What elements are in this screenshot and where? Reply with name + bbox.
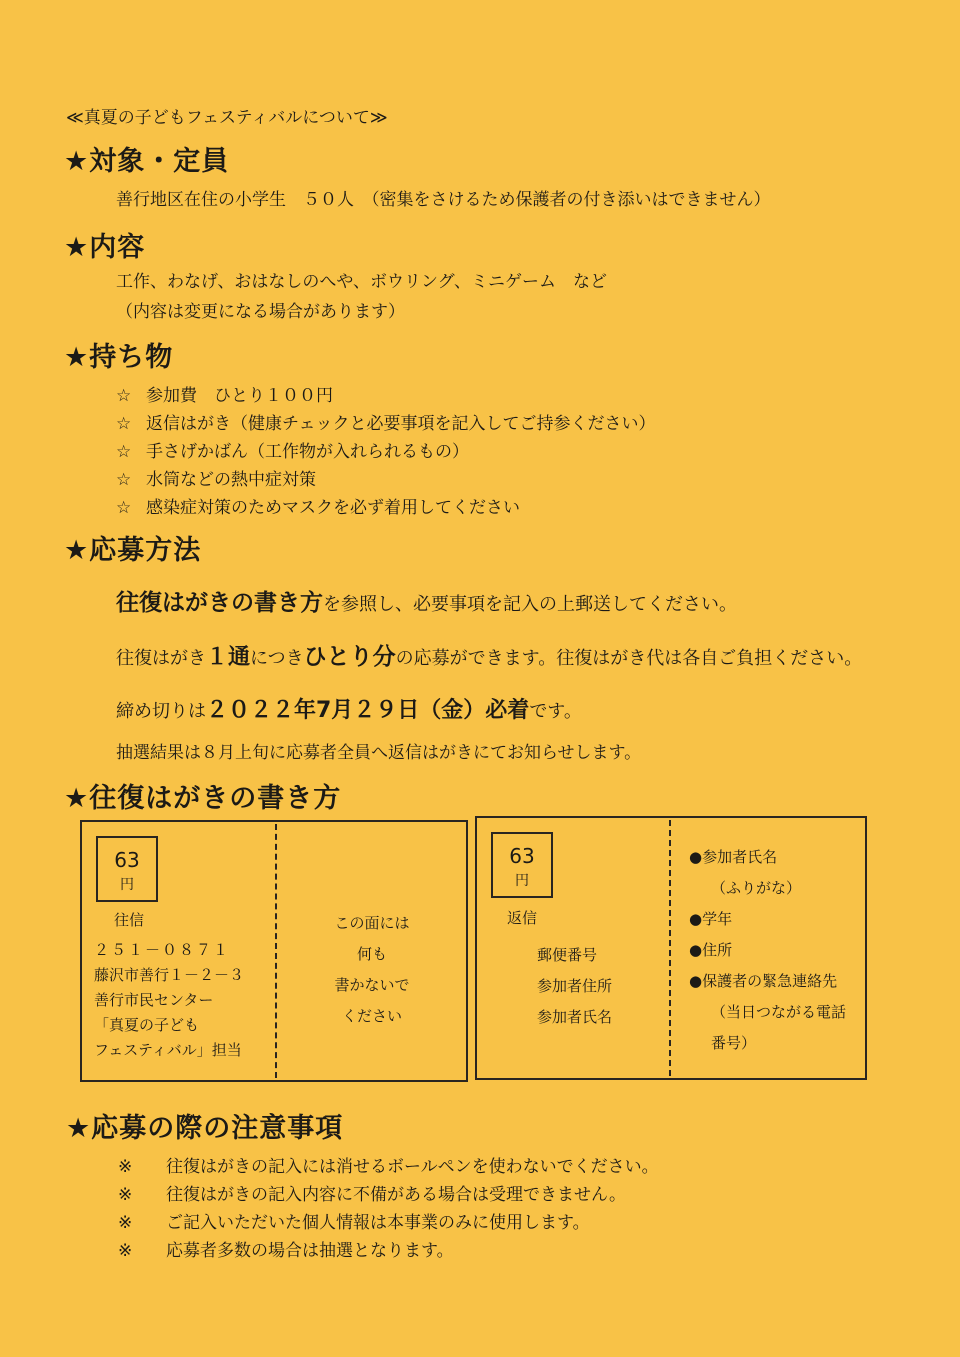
star-mark: ☆ (116, 498, 132, 518)
intro-title: ≪真夏の子どもフェスティバルについて≫ (66, 108, 388, 128)
list-item: ☆ 感染症対策のためマスクを必ず着用してください (116, 498, 520, 518)
notes-list (118, 1152, 659, 1264)
content-text-1: 工作、わなげ、おはなしのへや、ボウリング、ミニゲーム など (116, 272, 607, 292)
list-item: ※ 応募者多数の場合は抽選となります。 (118, 1241, 454, 1261)
fold-line (275, 824, 277, 1078)
list-item: ※ 往復はがきの記入には消せるボールペンを使わないでください。 (118, 1157, 659, 1177)
star-mark: ☆ (116, 386, 132, 406)
star-mark: ☆ (116, 470, 132, 490)
heading-target: ★対象・定員 (64, 146, 230, 177)
heading-notes: ★応募の際の注意事項 (66, 1113, 344, 1144)
list-item: ☆ 水筒などの熱中症対策 (116, 470, 316, 490)
list-item: ※ ご記入いただいた個人情報は本事業のみに使用します。 (118, 1213, 590, 1233)
note-mark: ※ (118, 1241, 133, 1261)
star-mark: ☆ (116, 442, 132, 462)
card-label: 往信 (114, 911, 145, 929)
fold-line (669, 820, 671, 1076)
target-text: 善行地区在住の小学生 ５０人 （密集をさけるため保護者の付き添いはできません） (116, 190, 771, 210)
list-item: ☆ 参加費 ひとり１００円 (116, 386, 333, 406)
heading-belongings: ★持ち物 (64, 342, 174, 373)
note-mark: ※ (118, 1185, 133, 1205)
postcard-reply (475, 816, 867, 1080)
content-text-2: （内容は変更になる場合があります） (116, 302, 405, 322)
heading-apply: ★応募方法 (64, 535, 202, 566)
stamp-box: 63 円 (96, 836, 158, 902)
reply-fields: 郵便番号 参加者住所 参加者氏名 (537, 946, 613, 1026)
heading-content: ★内容 (64, 232, 146, 263)
list-item: ※ 往復はがきの記入内容に不備がある場合は受理できません。 (118, 1185, 627, 1205)
heading-howto: ★往復はがきの書き方 (64, 783, 342, 814)
belongings-list (116, 381, 656, 521)
address-block: ２５１－０８７１ 藤沢市善行１－２－３ 善行市民センター 「真夏の子ども フェスティバル」担当 (94, 941, 245, 1059)
note-mark: ※ (118, 1157, 133, 1177)
list-item: ☆ 手さげかばん（工作物が入れられるもの） (116, 442, 469, 462)
apply-text-4: 抽選結果は８月上旬に応募者全員へ返信はがきにてお知らせします。 (116, 743, 642, 763)
card-label: 返信 (507, 909, 538, 927)
star-mark: ☆ (116, 414, 132, 434)
reply-back-list: ●参加者氏名 （ふりがな） ●学年 ●住所 ●保護者の緊急連絡先 （当日つながる電話 番号） (689, 848, 847, 1052)
stamp-box: 63 円 (491, 832, 553, 898)
apply-text-1: 往復はがきの書き方を参照し、必要事項を記入の上郵送してください。 (116, 590, 737, 616)
apply-text-3: 締め切りは２０２２年7月２９日（金）必着です。 (116, 698, 582, 723)
list-item: ☆ 返信はがき（健康チェックと必要事項を記入してご持参ください） (116, 414, 656, 434)
blank-side-note: この面には 何も 書かないで ください (334, 914, 410, 1025)
apply-text-2: 往復はがき１通につきひとり分の応募ができます。往復はがき代は各自ご負担ください。 (116, 644, 863, 670)
note-mark: ※ (118, 1213, 133, 1233)
postcard-outgoing (80, 820, 468, 1082)
